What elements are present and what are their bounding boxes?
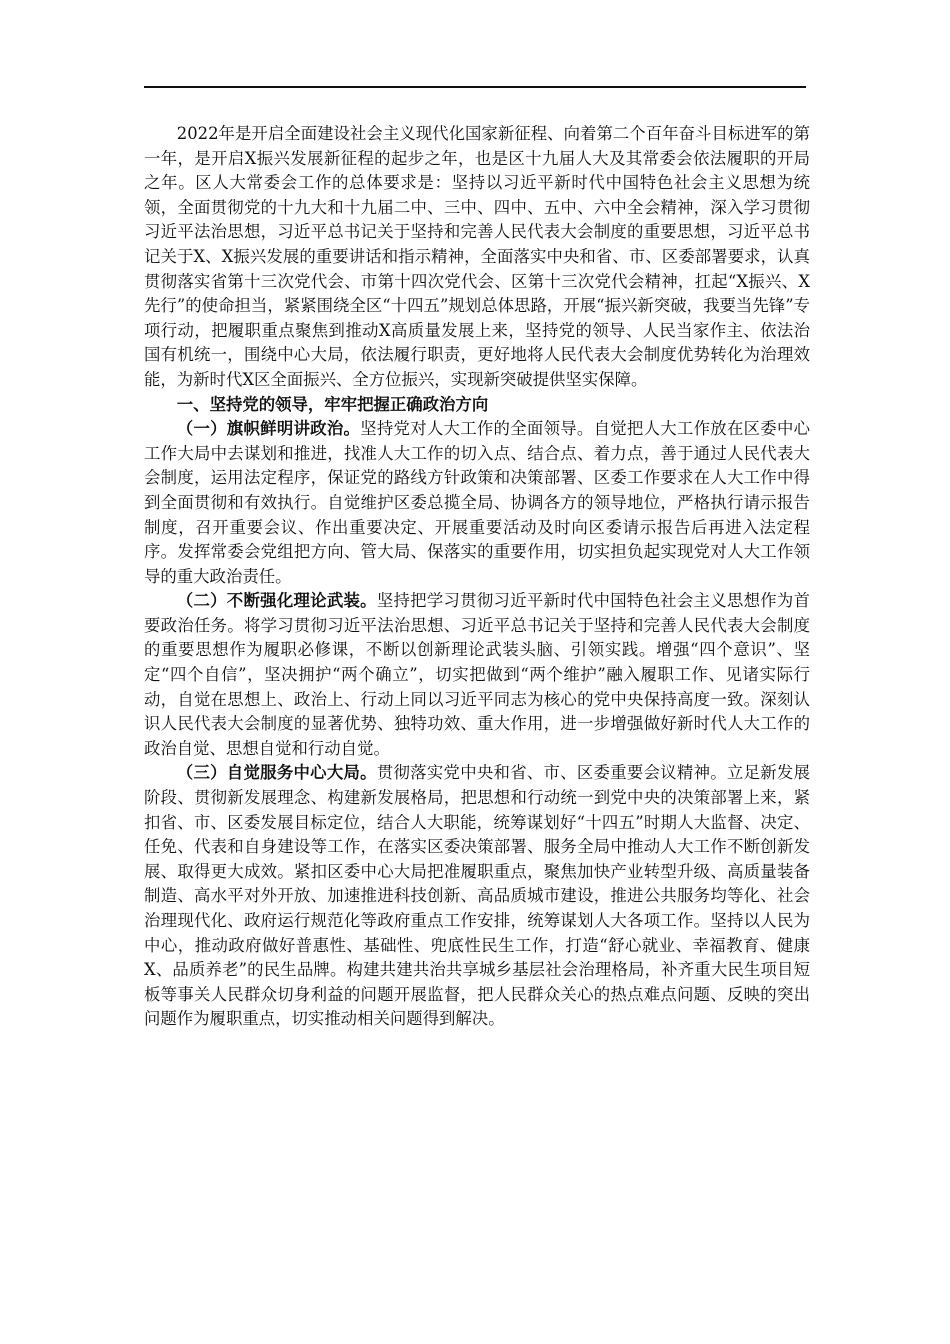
item-text-2: 坚持把学习贯彻习近平新时代中国特色社会主义思想作为首要政治任务。将学习贯彻习近平法治思想、习近平总书记关于坚持和完善人民代表大会制度的重要思想作为履职必修课，不断以创新理论武装头脑、引领实践。增强“四个意识”、坚定“四个自信”，坚决拥护“两个确立”，切实把做到“两个维护”融入履职工作、见诸实际行动，自觉在思想上、政治上、行动上同以习近平同志为核心的党中央保持高度一致。深刻认识人民代表大会制度的显著优势、独特功效、重大作用，进一步增强做好新时代人大工作的政治自觉、思想自觉和行动自觉。 [144, 591, 810, 758]
item-text-1: 坚持党对人大工作的全面领导。自觉把人大工作放在区委中心工作大局中去谋划和推进，找准人大工作的切入点、结合点、着力点，善于通过人民代表大会制度，运用法定程序，保证党的路线方针政策和决策部署、区委工作要求在人大工作中得到全面贯彻和有效执行。自觉维护区委总揽全局、协调各方的领导地位，严格执行请示报告制度，召开重要会议、作出重要决定、开展重要活动及时向区委请示报告后再进入法定程序。发挥常委会党组把方向、管大局、保落实的重要作用，切实担负起实现党对人大工作领导的重大政治责任。 [144, 419, 811, 586]
item-paragraph-1 [144, 417, 810, 589]
header-rule [144, 86, 806, 88]
item-title-2: （二）不断强化理论武装。 [176, 591, 377, 611]
section-heading: 一、坚持党的领导，牢牢把握正确政治方向 [176, 394, 489, 414]
item-text-3: 贯彻落实党中央和省、市、区委重要会议精神。立足新发展阶段、贯彻新发展理念、构建新发展格局，把思想和行动统一到党中央的决策部署上来，紧扣省、市、区委发展目标定位，结合人大职能，统筹谋划好“十四五”时期人大监督、决定、任免、代表和自身建设等工作，在落实区委决策部署、服务全局中推动人大工作不断创新发展、取得更大成效。紧扣区委中心大局把准履职重点，聚焦加快产业转型升级、高质量装备制造、高水平对外开放、加速推进科技创新、高品质城市建设，推进公共服务均等化、社会治理现代化、政府运行规范化等政府重点工作安排，统筹谋划人大各项工作。坚持以人民为中心，推动政府做好普惠性、基础性、兜底性民生工作，打造“舒心就业、幸福教育、健康X、品质养老”的民生品牌。构建共建共治共享城乡基层社会治理格局，补齐重大民生项目短板等事关人民群众切身利益的问题开展监督，把人民群众关心的热点难点问题、反映的突出问题作为履职重点，切实推动相关问题得到解决。 [144, 763, 810, 1029]
item-title-1: （一）旗帜鲜明讲政治。 [176, 419, 361, 439]
document-body [144, 122, 810, 1032]
item-paragraph-3 [144, 761, 810, 1032]
item-paragraph-2 [144, 589, 810, 761]
item-title-3: （三）自觉服务中心大局。 [176, 763, 377, 783]
intro-paragraph: 2022年是开启全面建设社会主义现代化国家新征程、向着第二个百年奋斗目标进军的第一年，是开启X振兴发展新征程的起步之年，也是区十九届人大及其常委会依法履职的开局之年。区人大常委会工作的总体要求是：坚持以习近平新时代中国特色社会主义思想为统领，全面贯彻党的十九大和十九届二中、三中、四中、五中、六中全会精神，深入学习贯彻习近平法治思想，习近平总书记关于坚持和完善人民代表大会制度的重要思想，习近平总书记关于X、X振兴发展的重要讲话和指示精神，全面落实中央和省、市、区委部署要求，认真贯彻落实省第十三次党代会、市第十四次党代会、区第十三次党代会精神，扛起“X振兴、X先行”的使命担当，紧紧围绕全区“十四五”规划总体思路，开展“振兴新突破，我要当先锋”专项行动，把履职重点聚焦到推动X高质量发展上来，坚持党的领导、人民当家作主、依法治国有机统一，围绕中心大局，依法履行职责，更好地将人民代表大会制度优势转化为治理效能，为新时代X区全面振兴、全方位振兴，实现新突破提供坚实保障。 [144, 124, 810, 389]
